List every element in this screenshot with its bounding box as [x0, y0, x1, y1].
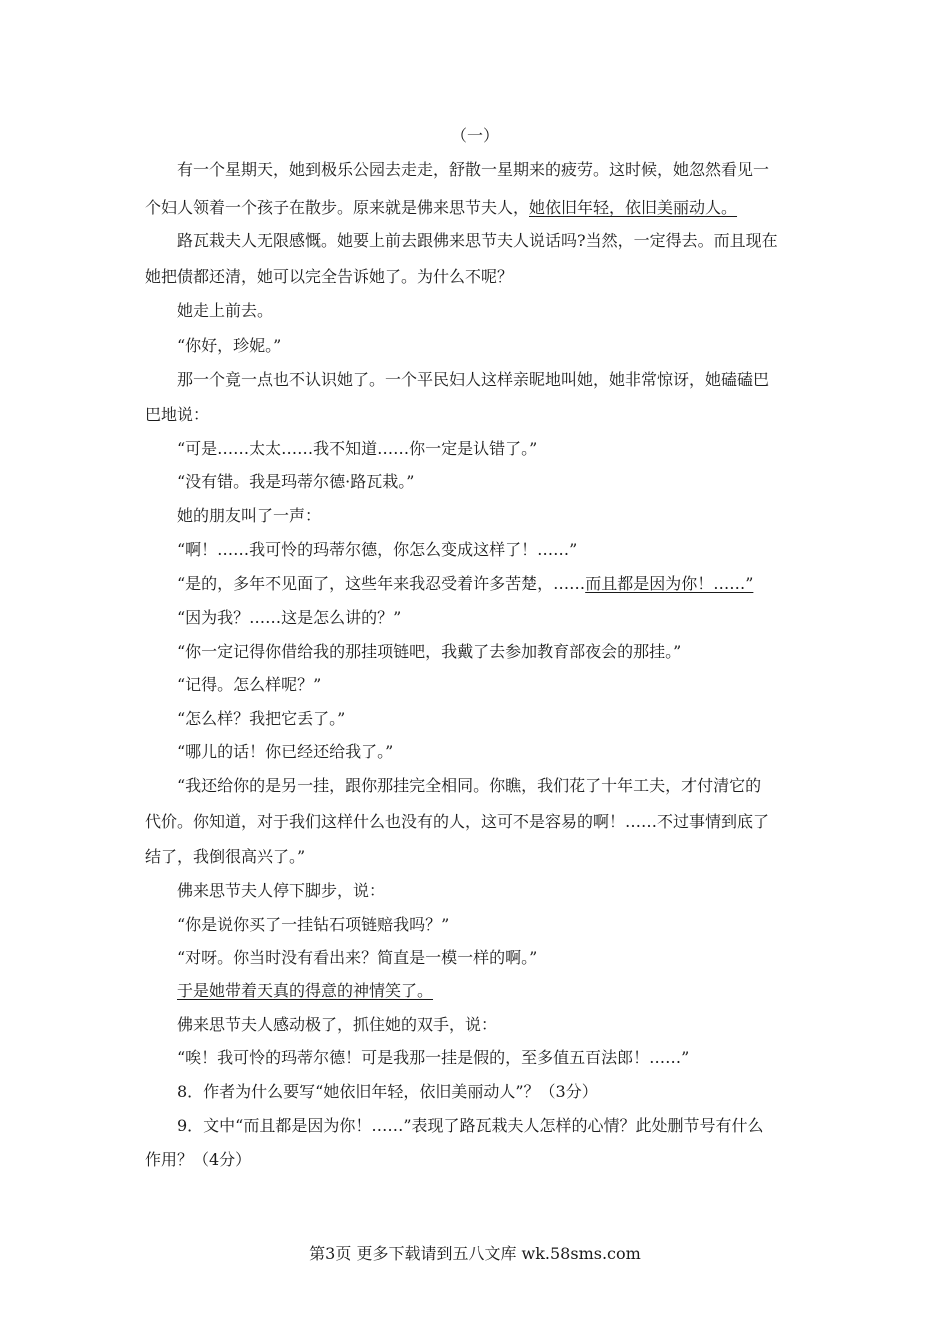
- passage-line: “我还给你的是另一挂，跟你那挂完全相同。你瞧，我们花了十年工夫，才付清它的: [177, 776, 762, 795]
- passage-line: 佛来思节夫人停下脚步，说：: [177, 881, 386, 900]
- passage-line: 有一个星期天，她到极乐公园去走走，舒散一星期来的疲劳。这时候，她忽然看见一: [177, 160, 770, 179]
- passage-line: “可是……太太……我不知道……你一定是认错了。”: [177, 439, 538, 458]
- passage-line: 巴地说：: [145, 405, 210, 424]
- passage-line: 佛来思节夫人感动极了，抓住她的双手，说：: [177, 1015, 498, 1034]
- passage-line: “哪儿的话！你已经还给我了。”: [177, 742, 394, 761]
- passage-line: “对呀。你当时没有看出来？简直是一模一样的啊。”: [177, 948, 538, 967]
- question-9: 9．文中“而且都是因为你！……”表现了路瓦栽夫人怎样的心情？此处删节号有什么: [177, 1116, 764, 1135]
- passage-line: “没有错。我是玛蒂尔德·路瓦栽。”: [177, 472, 415, 491]
- passage-line: “啊！……我可怜的玛蒂尔德，你怎么变成这样了！……”: [177, 540, 578, 559]
- passage-line: 代价。你知道，对于我们这样什么也没有的人，这可不是容易的啊！……不过事情到底了: [145, 812, 770, 831]
- passage-line: [177, 981, 810, 1001]
- question-9-continued: 作用？（4分）: [145, 1150, 252, 1169]
- passage-line: 路瓦栽夫人无限感慨。她要上前去跟佛来思节夫人说话吗?当然，一定得去。而且现在: [177, 231, 778, 250]
- question-8: 8．作者为什么要写“她依旧年轻，依旧美丽动人”？（3分）: [177, 1082, 598, 1101]
- passage-line: “记得。怎么样呢？”: [177, 675, 322, 694]
- underlined-sentence: 她依旧年轻，依旧美丽动人。: [529, 198, 738, 217]
- passage-line: 她走上前去。: [177, 301, 274, 320]
- underlined-sentence: 于是她带着天真的得意的神情笑了。: [177, 981, 434, 1000]
- passage-text: 个妇人领着一个孩子在散步。原来就是佛来思节夫人，: [145, 198, 530, 217]
- passage-line: “你一定记得你借给我的那挂项链吧，我戴了去参加教育部夜会的那挂。”: [177, 642, 682, 661]
- section-heading: （一）: [450, 126, 499, 145]
- passage-line: “你是说你买了一挂钻石项链赔我吗？”: [177, 915, 450, 934]
- passage-line: [145, 198, 810, 218]
- passage-line: 结了，我倒很高兴了。”: [145, 847, 306, 866]
- passage-line: 她把债都还清，她可以完全告诉她了。为什么不呢？: [145, 267, 514, 286]
- passage-line: “唉！我可怜的玛蒂尔德！可是我那一挂是假的，至多值五百法郎！……”: [177, 1048, 690, 1067]
- passage-line: “你好，珍妮。”: [177, 336, 282, 355]
- passage-text: “是的，多年不见面了，这些年来我忍受着许多苦楚，……: [177, 574, 586, 593]
- passage-line: [177, 574, 810, 594]
- underlined-sentence: 而且都是因为你！……”: [585, 574, 754, 593]
- passage-line: “因为我？……这是怎么讲的？”: [177, 608, 402, 627]
- passage-line: 她的朋友叫了一声：: [177, 506, 322, 525]
- passage-line: 那一个竟一点也不认识她了。一个平民妇人这样亲昵地叫她，她非常惊讶，她磕磕巴: [177, 370, 770, 389]
- passage-line: “怎么样？我把它丢了。”: [177, 709, 346, 728]
- page-footer: 第3页 更多下载请到五八文库 wk.58sms.com: [309, 1244, 641, 1263]
